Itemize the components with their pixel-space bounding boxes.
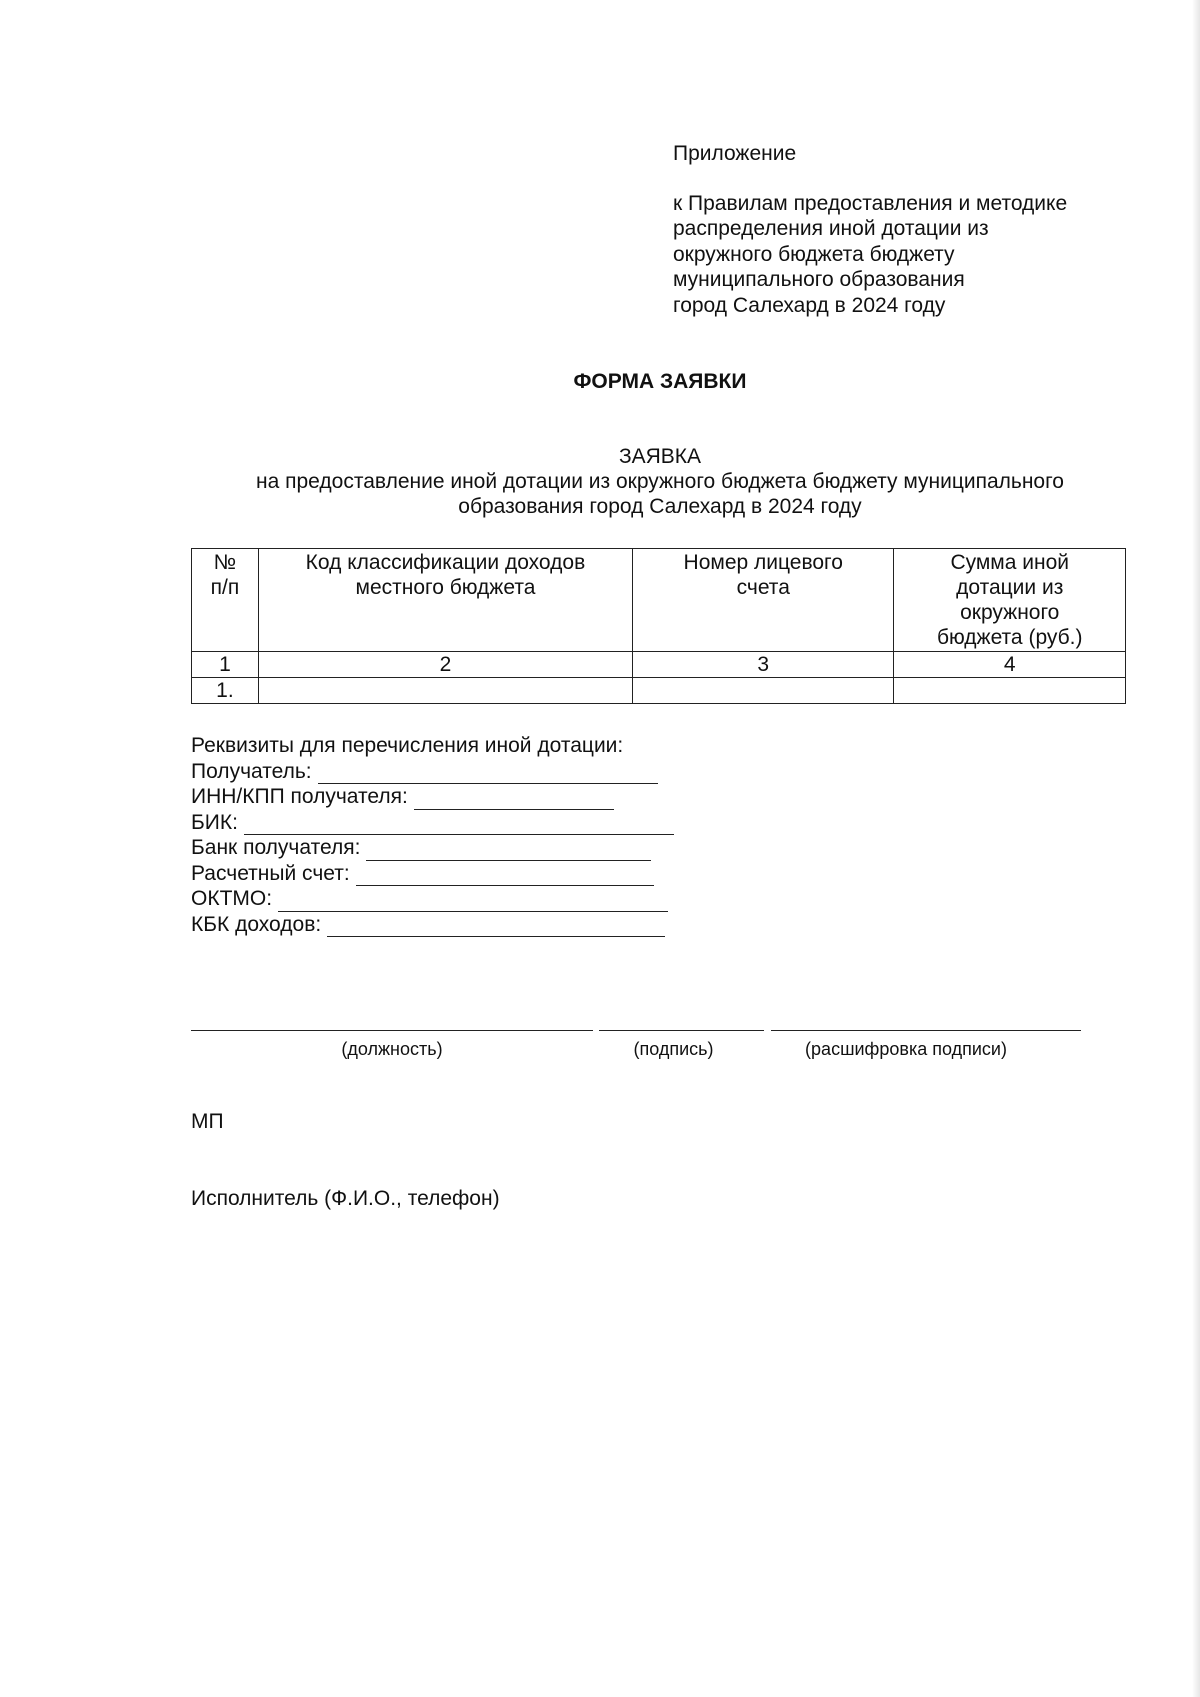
table-cell: 2 — [258, 652, 632, 678]
detail-inn-kpp — [191, 784, 674, 810]
detail-bank — [191, 835, 674, 861]
position-line — [191, 1030, 593, 1031]
decoding-caption: (расшифровка подписи) — [805, 1039, 1007, 1059]
request-header — [190, 444, 1130, 519]
header-text-line: местного бюджета — [355, 576, 536, 599]
appendix-line: город Салехард в 2024 году — [673, 293, 946, 317]
table-cell: 1. — [192, 678, 259, 704]
header-text-line: Код классификации доходов — [305, 551, 586, 574]
header-cell-amount — [894, 549, 1126, 652]
fill-in-line — [366, 841, 651, 861]
form-title: ФОРМА ЗАЯВКИ — [573, 370, 747, 393]
header-text-line: Сумма иной — [950, 551, 1069, 574]
detail-recipient — [191, 759, 674, 785]
table-header-row — [192, 549, 1126, 652]
fill-in-line — [278, 892, 668, 912]
appendix-block — [673, 141, 1143, 318]
request-subtitle-line: образования город Салехард в 2024 году — [458, 495, 862, 518]
fill-in-line — [414, 790, 614, 810]
fill-in-line — [318, 764, 658, 784]
fill-in-line — [356, 866, 654, 886]
detail-label: КБК доходов: — [191, 912, 322, 936]
detail-label: Расчетный счет: — [191, 861, 350, 885]
detail-bik — [191, 810, 674, 836]
detail-label: Банк получателя: — [191, 836, 361, 859]
header-cell-number — [192, 549, 259, 652]
table-cell — [894, 678, 1126, 704]
header-cell-account-number — [633, 549, 894, 652]
table-cell: 4 — [894, 652, 1126, 678]
request-subtitle-line: на предоставление иной дотации из окружного бюджета бюджету муниципального — [256, 470, 1064, 493]
header-cell-income-code — [258, 549, 632, 652]
detail-account — [191, 861, 674, 887]
stamp-label: МП — [191, 1110, 224, 1133]
signature-block — [191, 1030, 1081, 1070]
detail-kbk — [191, 912, 674, 938]
table-cell: 3 — [633, 652, 894, 678]
decoding-line — [771, 1030, 1081, 1031]
detail-label: ИНН/КПП получателя: — [191, 785, 408, 808]
header-text-line: п/п — [210, 576, 240, 599]
request-title: ЗАЯВКА — [618, 445, 702, 468]
fill-in-line — [244, 815, 674, 835]
detail-label: ОКТМО: — [191, 887, 273, 910]
table-row — [192, 678, 1126, 704]
detail-oktmo — [191, 886, 674, 912]
detail-label: Получатель: — [191, 759, 312, 783]
details-heading: Реквизиты для перечисления иной дотации: — [191, 734, 624, 757]
signature-caption: (подпись) — [633, 1039, 714, 1059]
header-text-line: бюджета (руб.) — [936, 626, 1083, 649]
table-cell — [258, 678, 632, 704]
appendix-line: окружного бюджета бюджету — [673, 242, 955, 266]
table-cell: 1 — [192, 652, 259, 678]
header-text-line: окружного — [960, 601, 1060, 624]
page-edge-shadow — [1192, 0, 1200, 1697]
fill-in-line — [327, 917, 665, 937]
header-text-line: Номер лицевого — [683, 551, 843, 574]
request-table — [191, 548, 1126, 704]
detail-label: БИК: — [191, 810, 238, 834]
header-text-line: счета — [736, 576, 790, 599]
appendix-line: муниципального образования — [673, 268, 965, 291]
header-text-line: дотации из — [956, 576, 1064, 599]
position-caption: (должность) — [341, 1039, 443, 1059]
appendix-line: распределения иной дотации из — [673, 217, 989, 240]
signature-line — [599, 1030, 764, 1031]
payment-details — [191, 733, 674, 937]
header-text-line: № — [213, 551, 237, 574]
column-number-row — [192, 652, 1126, 678]
appendix-title: Приложение — [673, 142, 797, 165]
table-cell — [633, 678, 894, 704]
executor-label: Исполнитель (Ф.И.О., телефон) — [191, 1187, 500, 1210]
appendix-line: к Правилам предоставления и методике — [673, 191, 1068, 215]
